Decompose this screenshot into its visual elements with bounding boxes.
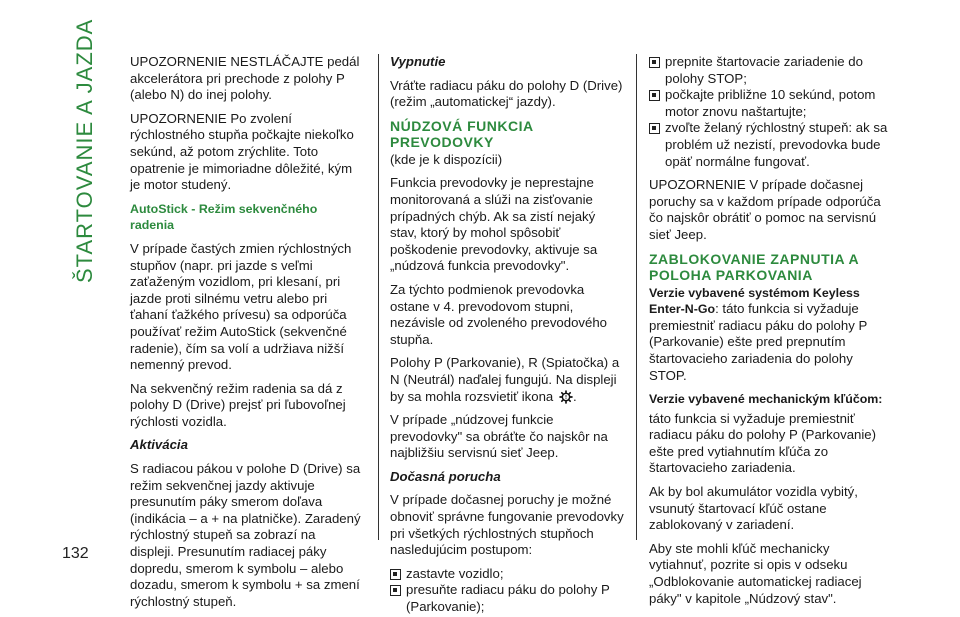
fourth-gear-paragraph: Za týchto podmienok prevodovka ostane v 4. prevodovom stupni, nezávisle od zvoleného prevodového stupňa.: [390, 281, 608, 347]
chapter-title-text: ŠTARTOVANIE A JAZDA: [72, 18, 97, 283]
column-divider-1: [378, 54, 379, 540]
column-2: [390, 54, 625, 616]
warning-paragraph-3: UPOZORNENIE V prípade dočasnej poruchy sa v každom prípade odporúča čo najskôr obrátiť o pomoc na servisnú sieť Jeep.: [649, 177, 881, 242]
chapter-side-title: [62, 18, 102, 290]
mechanical-key-heading: Verzie vybavené mechanickým kľúčom:: [649, 392, 883, 407]
list-item: [390, 566, 625, 583]
keyless-paragraph: [649, 285, 889, 385]
bullet-text: počkajte približne 10 sekúnd, potom motor znovu naštartujte;: [665, 87, 876, 119]
positions-text-end: .: [572, 388, 577, 404]
ignition-lock-heading: ZABLOKOVANIE ZAPNUTIA A POLOHA PARKOVANIA: [649, 250, 859, 283]
bullet-text: prepnite štartovacie zariadenie do polohy STOP;: [665, 54, 863, 86]
positions-text: Polohy P (Parkovanie), R (Spiatočka) a N (Neutrál) naďalej fungujú. Na displeji by sa mohla rozsvietiť ikona: [390, 355, 620, 404]
list-item: [649, 120, 889, 170]
bullet-text: presuňte radiacu páku do polohy P (Parkovanie);: [406, 582, 610, 615]
bullet-icon: [649, 90, 660, 101]
warning-paragraph-2: UPOZORNENIE Po zvolení rýchlostného stupňa počkajte niekoľko sekúnd, až potom zrýchlite. Toto opatrenie je mimoriadne dôležité, kým je motor studený.: [130, 110, 354, 193]
bullet-icon: [649, 123, 660, 134]
autostick-paragraph: V prípade častých zmien rýchlostných stupňov (napr. pri jazde s veľmi zaťaženým vozidlom, pri klesaní, pri jazde proti silnému vetru alebo pri ťahaní ťažkého prívesu) sa odporúča používať režim AutoStick (sekvenčné radenie), čím sa volí a udržiava nižší nemenný prevod.: [130, 240, 352, 373]
bullet-text: zastavte vozidlo;: [406, 565, 504, 581]
list-item: [649, 54, 889, 87]
column-1: [130, 54, 362, 617]
activation-paragraph: S radiacou pákou v polohe D (Drive) sa režim sekvenčnej jazdy aktivuje presunutím páky smerom doľava (indikácia – a + na platničke). Zaradený rýchlostný stupeň sa zobrazí na displeji. Presunutím radiacej páky dopredu, smerom k symbolu – alebo dozadu, smerom k symbolu + sa zmení rýchlostný stupeň.: [130, 461, 361, 609]
mechanical-key-paragraph: táto funkcia si vyžaduje premiestniť radiacu páku do polohy P (Parkovanie) ešte pred vytiahnutím kľúča zo štartovacieho zariadenia.: [649, 410, 877, 476]
page-number: 132: [62, 545, 89, 562]
activation-heading: Aktivácia: [130, 437, 188, 453]
svg-text:!: !: [564, 394, 568, 401]
warning-paragraph-1: UPOZORNENIE NESTLÁČAJTE pedál akcelerátora pri prechode z polohy P (alebo N) do inej polohy.: [130, 54, 360, 103]
column-divider-2: [636, 54, 637, 540]
list-item: [649, 87, 889, 120]
emergency-function-heading: NÚDZOVÁ FUNKCIA PREVODOVKY: [390, 117, 534, 150]
transmission-warning-icon: [559, 390, 573, 404]
keyless-heading: Verzie vybavené systémom Keyless Enter-N-Go: [649, 285, 860, 317]
bullet-icon: [649, 57, 660, 68]
positions-paragraph: [390, 355, 625, 405]
column-3: [649, 54, 889, 614]
list-item: [390, 582, 625, 615]
deactivation-heading: Vypnutie: [390, 54, 446, 69]
temporary-fault-heading: Dočasná porucha: [390, 468, 501, 484]
monitoring-paragraph: Funkcia prevodovky je neprestajne monitorovaná a slúži na zisťovanie prípadných chýb. Ak sa zistí nejaký stav, ktorý by mohol spôsobiť poškodenie prevodovky, aktivuje sa „núdzová funkcia prevodovky".: [390, 175, 598, 274]
temporary-fault-paragraph: V prípade dočasnej poruchy je možné obnoviť správne fungovanie prevodovky pri všetkých rýchlostných stupňoch nasledujúcim postupom:: [390, 492, 624, 558]
service-paragraph: V prípade „núdzovej funkcie prevodovky" sa obráťte čo najskôr na najbližšiu servisnú sieť Jeep.: [390, 412, 608, 461]
availability-note: (kde je k dispozícii): [390, 151, 503, 167]
sequential-paragraph: Na sekvenčný režim radenia sa dá z polohy D (Drive) prejsť pri ľubovoľnej rýchlosti vozidla.: [130, 380, 346, 429]
key-release-paragraph: Aby ste mohli kľúč mechanicky vytiahnuť, pozrite si opis v odseku „Odblokovanie automatickej radiacej páky" v kapitole „Núdzový stav".: [649, 540, 862, 606]
deactivation-paragraph: Vráťte radiacu páku do polohy D (Drive) (režim „automatickej“ jazdy).: [390, 77, 623, 110]
bullet-icon: [390, 585, 401, 596]
battery-paragraph: Ak by bol akumulátor vozidla vybitý, vsunutý štartovací kľúč ostane zablokovaný v zariadení.: [649, 484, 858, 533]
autostick-heading: AutoStick - Režim sekvenčného radenia: [130, 201, 318, 233]
bullet-icon: [390, 569, 401, 580]
keyless-text: : táto funkcia si vyžaduje premiestniť radiacu páku do polohy P (Parkovanie) ešte pred prepnutím štartovacieho zariadenia do polohy STOP.: [649, 301, 868, 383]
bullet-text: zvoľte želaný rýchlostný stupeň: ak sa problém už nezistí, prevodovka bude opäť normálne fungovať.: [665, 120, 888, 169]
